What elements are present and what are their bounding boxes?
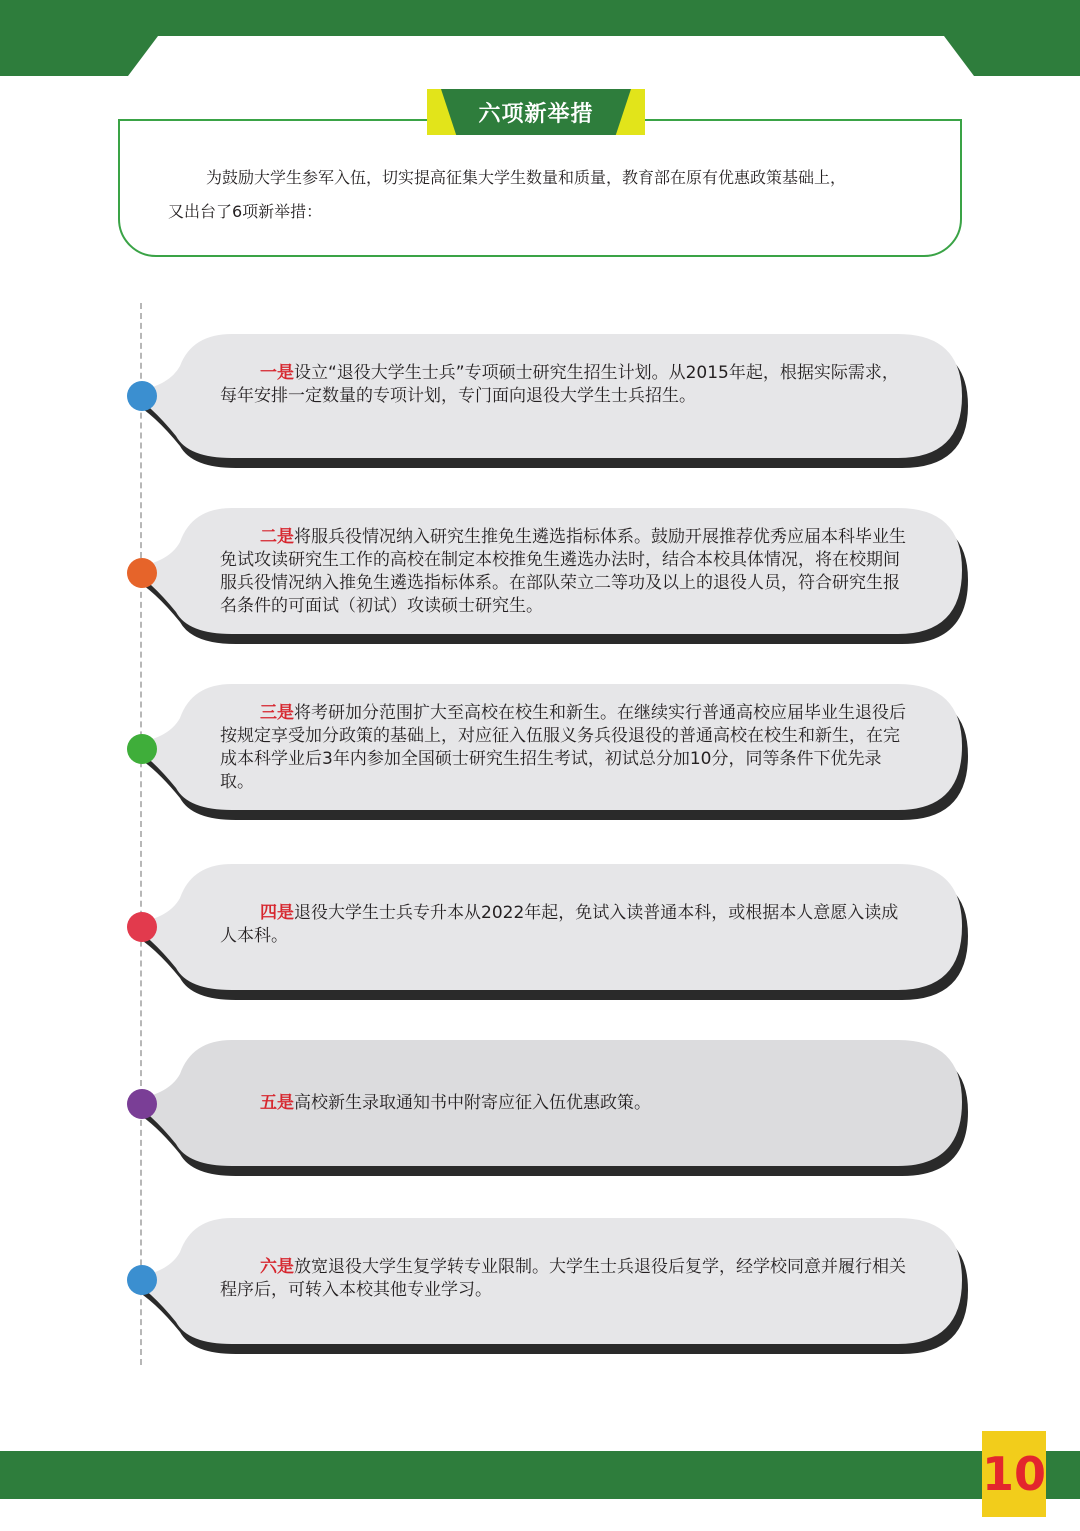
footer-band <box>0 1451 1080 1499</box>
measure-card-6 <box>168 1214 962 1354</box>
intro-line-1: 为鼓励大学生参军入伍，切实提高征集大学生数量和质量，教育部在原有优惠政策基础上， <box>206 168 847 187</box>
intro-box <box>118 119 962 257</box>
timeline-dot-2 <box>127 558 157 588</box>
timeline-dot-6 <box>127 1265 157 1295</box>
measure-body-4: 退役大学生士兵专升本从2022年起，免试入读普通本科，或根据本人意愿入读成人本科。 <box>220 903 899 946</box>
measure-text-2 <box>220 526 914 618</box>
timeline-dot-4 <box>127 912 157 942</box>
timeline-dot-1 <box>127 381 157 411</box>
header-notch <box>128 36 974 76</box>
measure-body-5: 高校新生录取通知书中附寄应征入伍优惠政策。 <box>294 1093 651 1113</box>
measure-body-2: 将服兵役情况纳入研究生推免生遴选指标体系。鼓励开展推荐优秀应届本科毕业生免试攻读研究生工作的高校在制定本校推免生遴选办法时，结合本校具体情况，将在校期间服兵役情况纳入推免生遴选指标体系。在部队荣立二等功及以上的退役人员，符合研究生报名条件的可面试（初试）攻读硕士研究生。 <box>220 527 906 616</box>
measure-card-2 <box>168 504 962 644</box>
measure-text-6 <box>220 1256 914 1302</box>
measure-text-5 <box>220 1092 914 1115</box>
intro-title-tab <box>427 89 645 135</box>
measure-card-4 <box>168 860 962 1000</box>
measure-lead-2: 二是 <box>260 527 294 547</box>
measure-lead-4: 四是 <box>260 903 294 923</box>
measure-card-1 <box>168 330 962 468</box>
timeline-dot-5 <box>127 1089 157 1119</box>
intro-line-2: 又出台了6项新举措： <box>168 202 323 221</box>
measure-text-4 <box>220 902 914 948</box>
page-number: 10 <box>982 1431 1046 1517</box>
measure-lead-1: 一是 <box>260 363 294 383</box>
measure-text-1 <box>220 362 914 408</box>
measure-body-6: 放宽退役大学生复学转专业限制。大学生士兵退役后复学，经学校同意并履行相关程序后，可转入本校其他专业学习。 <box>220 1257 906 1300</box>
measure-body-1: 设立“退役大学生士兵”专项硕士研究生招生计划。从2015年起，根据实际需求，每年安排一定数量的专项计划，专门面向退役大学生士兵招生。 <box>220 363 899 406</box>
intro-title: 六项新举措 <box>478 102 594 127</box>
measure-card-5 <box>168 1036 962 1176</box>
measure-text-3 <box>220 702 914 794</box>
measure-card-3 <box>168 680 962 820</box>
measure-body-3: 将考研加分范围扩大至高校在校生和新生。在继续实行普通高校应届毕业生退役后按规定享受加分政策的基础上，对应征入伍服义务兵役退役的普通高校在校生和新生，在完成本科学业后3年内参加全国硕士研究生招生考试，初试总分加10分，同等条件下优先录取。 <box>220 703 906 792</box>
timeline-dot-3 <box>127 734 157 764</box>
measure-lead-5: 五是 <box>260 1093 294 1113</box>
intro-text <box>168 161 928 229</box>
measure-lead-3: 三是 <box>260 703 294 723</box>
measure-lead-6: 六是 <box>260 1257 294 1277</box>
